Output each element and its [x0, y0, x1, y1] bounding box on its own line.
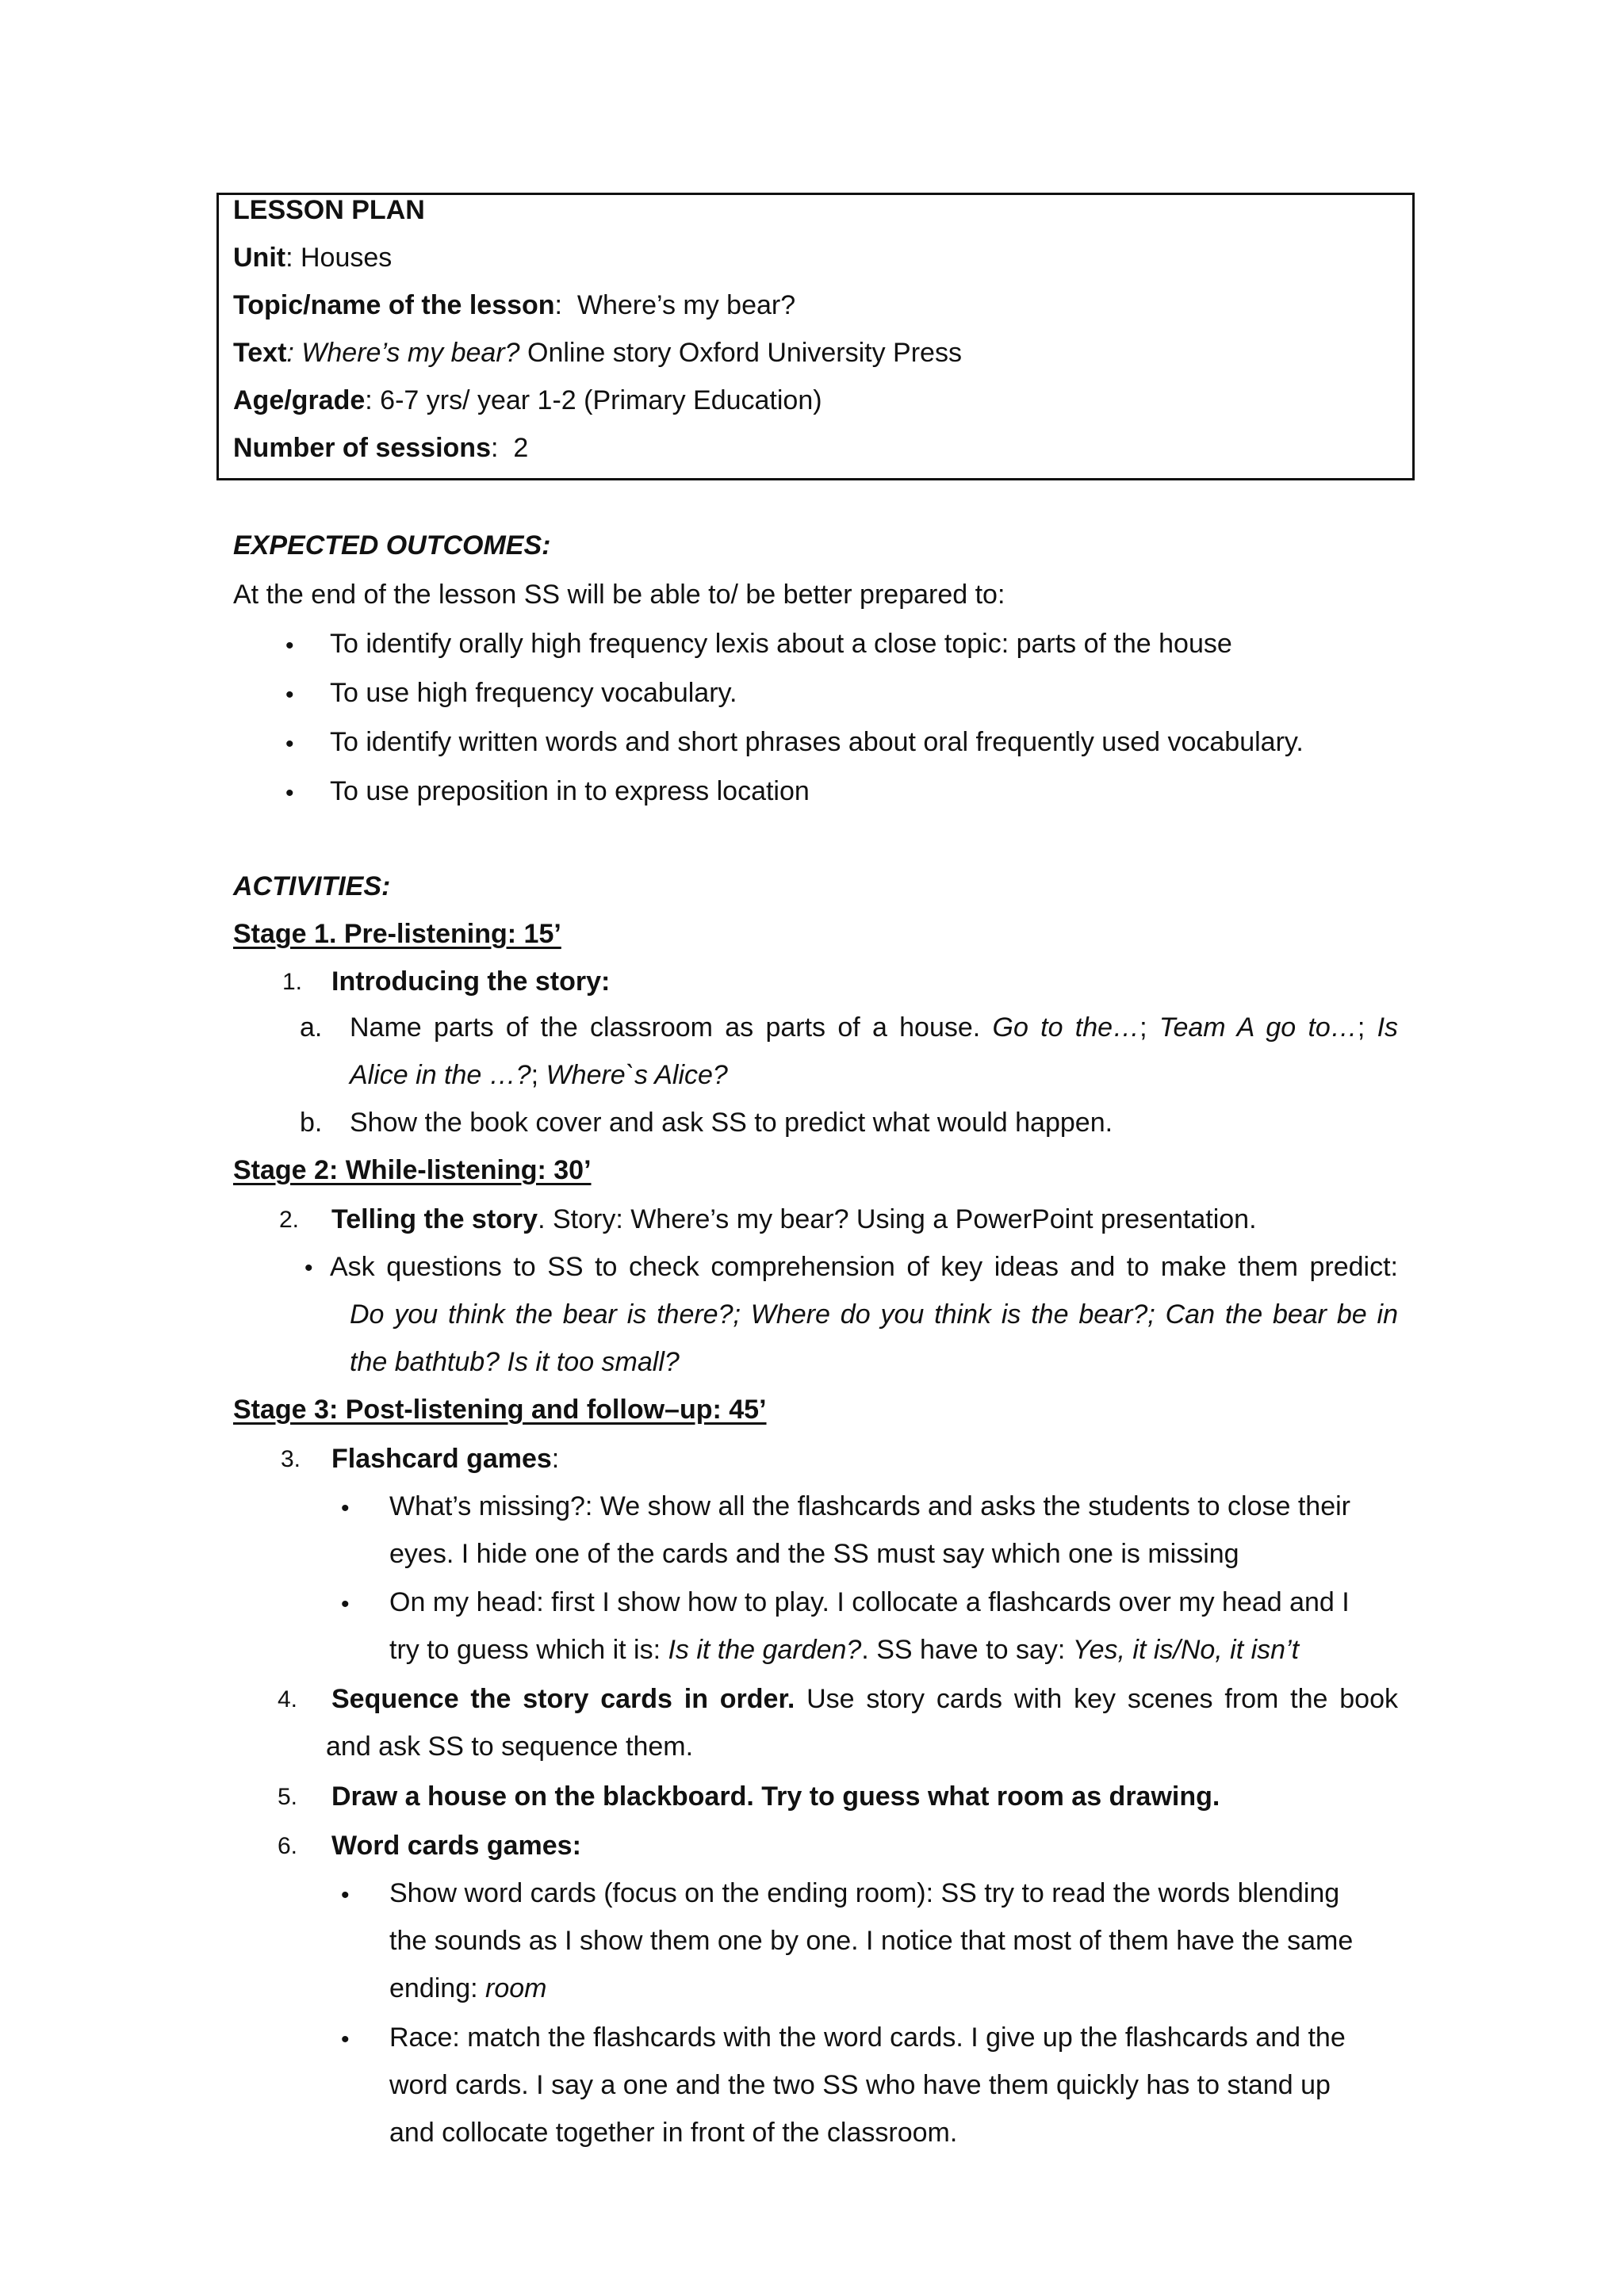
topic-label: Topic/name of the lesson [233, 290, 555, 320]
topic-value: Where’s my bear? [576, 290, 796, 320]
item1-title: Introducing the story: [331, 966, 611, 997]
wordgame2-line1: Race: match the flashcards with the word cards. I give up the flashcards and the [389, 2022, 1346, 2053]
stage1-heading: Stage 1. Pre-listening: 15’ [233, 919, 561, 949]
text-rest: Online story Oxford University Press [527, 338, 962, 368]
outcome-item: To use preposition in to express location [330, 776, 810, 806]
bullet-icon: • [341, 1882, 350, 1908]
item2-bullet-line3: the bathtub? Is it too small? [350, 1347, 680, 1377]
game1-line2: eyes. I hide one of the cards and the SS must say which one is missing [389, 1539, 1239, 1569]
game2-line1: On my head: first I show how to play. I collocate a flashcards over my head and I [389, 1587, 1350, 1617]
age-label: Age/grade [233, 385, 366, 415]
item5-title: Draw a house on the blackboard. Try to guess what room as drawing. [331, 1781, 1220, 1812]
item3-title: Flashcard games: [331, 1444, 560, 1474]
game2-line2: try to guess which it is: Is it the garden?. SS have to say: Yes, it is/No, it isn’t [389, 1635, 1300, 1665]
sessions-line: Number of sessions: 2 [233, 433, 529, 463]
sub-item-a-line1: Name parts of the classroom as parts of a house. Go to the…; Team A go to…; Is [350, 1012, 1399, 1043]
outcomes-heading: EXPECTED OUTCOMES: [233, 530, 551, 561]
unit-line: Unit: Houses [233, 243, 393, 273]
sub-label-b: b. [300, 1108, 323, 1138]
topic-line: Topic/name of the lesson: Where’s my bear? [233, 290, 796, 320]
outcome-item: To identify orally high frequency lexis about a close topic: parts of the house [330, 629, 1232, 659]
item2-line: Telling the story. Story: Where’s my bear? Using a PowerPoint presentation. [331, 1204, 1257, 1234]
age-line: Age/grade: 6-7 yrs/ year 1-2 (Primary Education) [233, 385, 822, 415]
bullet-icon: • [341, 1495, 350, 1521]
wordgame1-line2: the sounds as I show them one by one. I notice that most of them have the same [389, 1926, 1354, 1956]
sub-item-a-line2: Alice in the …?; Where`s Alice? [350, 1060, 728, 1090]
unit-value: Houses [301, 243, 393, 273]
sessions-value: 2 [513, 433, 529, 463]
item4-line2: and ask SS to sequence them. [326, 1732, 694, 1762]
stage2-heading: Stage 2: While-listening: 30’ [233, 1155, 592, 1185]
item-number: 5. [278, 1784, 298, 1810]
item2-bullet-line2: Do you think the bear is there?; Where do you think is the bear?; Can the bear be in [350, 1299, 1398, 1330]
item-number: 1. [282, 969, 303, 995]
bullet-icon: • [285, 633, 294, 659]
sessions-label: Number of sessions [233, 433, 491, 463]
text-label: Text [233, 338, 287, 368]
item-number: 6. [278, 1833, 298, 1859]
unit-label: Unit [233, 243, 286, 273]
item-number: 4. [278, 1686, 298, 1712]
item4-line1: Sequence the story cards in order. Use story cards with key scenes from the book [331, 1684, 1398, 1714]
item2-bullet-line1: Ask questions to SS to check comprehension of key ideas and to make them predict: [330, 1252, 1398, 1282]
item6-title: Word cards games: [331, 1831, 581, 1861]
wordgame2-line3: and collocate together in front of the classroom. [389, 2118, 958, 2148]
text-line: Text: Where’s my bear? Online story Oxford University Press [233, 338, 962, 368]
outcome-item: To use high frequency vocabulary. [330, 678, 737, 708]
sub-label-a: a. [300, 1012, 323, 1043]
outcome-item: To identify written words and short phrases about oral frequently used vocabulary. [330, 727, 1304, 757]
bullet-icon: • [285, 731, 294, 757]
bullet-icon: • [304, 1255, 313, 1281]
outcomes-intro: At the end of the lesson SS will be able to/ be better prepared to: [233, 580, 1005, 610]
item-number: 3. [281, 1446, 301, 1472]
bullet-icon: • [285, 780, 294, 806]
text-title: Where’s my bear? [301, 338, 520, 368]
wordgame1-line1: Show word cards (focus on the ending room): SS try to read the words blending [389, 1878, 1340, 1908]
age-value: 6-7 yrs/ year 1-2 (Primary Education) [380, 385, 822, 415]
lesson-plan-title: LESSON PLAN [233, 195, 425, 225]
bullet-icon: • [285, 682, 294, 708]
bullet-icon: • [341, 1591, 350, 1617]
wordgame1-line3: ending: room [389, 1973, 547, 2003]
item-number: 2. [279, 1207, 300, 1233]
game1-line1: What’s missing?: We show all the flashcards and asks the students to close their [389, 1491, 1350, 1521]
sub-item-b: Show the book cover and ask SS to predict what would happen. [350, 1108, 1113, 1138]
activities-heading: ACTIVITIES: [233, 871, 391, 901]
stage3-heading: Stage 3: Post-listening and follow–up: 45’ [233, 1395, 767, 1425]
wordgame2-line2: word cards. I say a one and the two SS who have them quickly has to stand up [389, 2070, 1331, 2100]
bullet-icon: • [341, 2026, 350, 2053]
